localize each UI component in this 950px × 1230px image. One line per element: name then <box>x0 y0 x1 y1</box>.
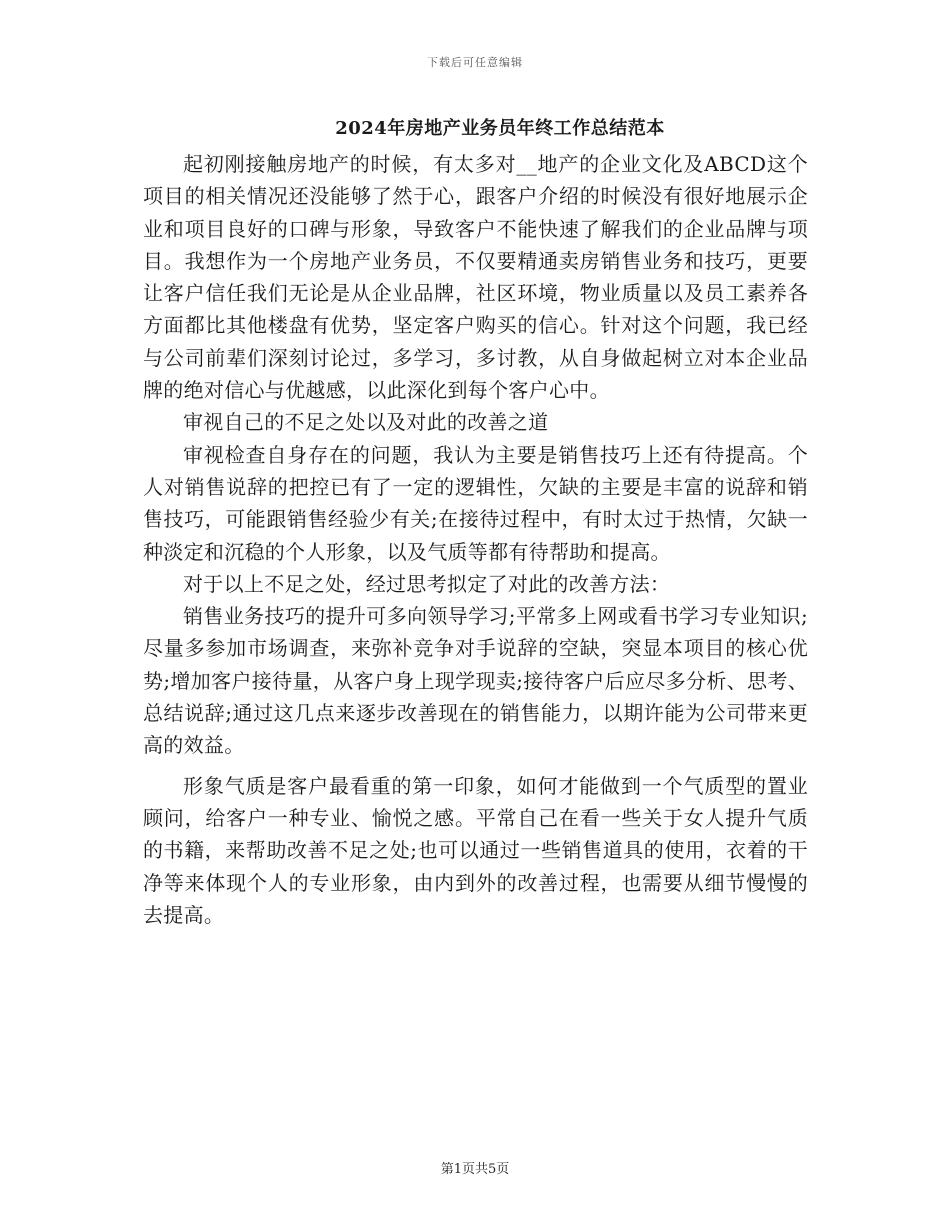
paragraph-sales-skills: 销售业务技巧的提升可多向领导学习;平常多上网或看书学习专业知识;尽量多参加市场调查，来弥补竞争对手说辞的空缺，突显本项目的核心优势;增加客户接待量，从客户身上现学现卖;接待客户后应尽多分析、思考、总结说辞;通过这几点来逐步改善现在的销售能力，以期许能为公司带来更高的效益。 <box>143 604 808 758</box>
paragraph-improvement-intro: 对于以上不足之处，经过思考拟定了对此的改善方法： <box>183 571 671 596</box>
paragraph-self-review: 审视检查自身存在的问题，我认为主要是销售技巧上还有待提高。个人对销售说辞的把控已有了一定的逻辑性，欠缺的主要是丰富的说辞和销售技巧，可能跟销售经验少有关;在接待过程中，有时太过于热情，欠缺一种淡定和沉稳的个人形象，以及气质等都有待帮助和提高。 <box>143 442 808 564</box>
document-body <box>143 148 808 931</box>
document-title: 2024年房地产业务员年终工作总结范本 <box>335 118 665 139</box>
paragraph-intro: 起初刚接触房地产的时候，有太多对__地产的企业文化及ABCD这个项目的相关情况还没能够了然于心，跟客户介绍的时候没有很好地展示企业和项目良好的口碑与形象，导致客户不能快速了解我们的企业品牌与项目。我想作为一个房地产业务员，不仅要精通卖房销售业务和技巧，更要让客户信任我们无论是从企业品牌，社区环境，物业质量以及员工素养各方面都比其他楼盘有优势，坚定客户购买的信心。针对这个问题，我已经与公司前辈们深刻讨论过，多学习，多讨教，从自身做起树立对本企业品牌的绝对信心与优越感，以此深化到每个客户心中。 <box>143 152 808 403</box>
paragraph-image-temperament: 形象气质是客户最看重的第一印象，如何才能做到一个气质型的置业顾问，给客户一种专业、愉悦之感。平常自己在看一些关于女人提升气质的书籍，来帮助改善不足之处;也可以通过一些销售道具的使用，衣着的干净等来体现个人的专业形象，由内到外的改善过程，也需要从细节慢慢的去提高。 <box>143 773 808 927</box>
header-note: 下载后可任意编辑 <box>427 56 523 69</box>
paragraph-section-heading: 审视自己的不足之处以及对此的改善之道 <box>183 410 549 435</box>
page-footer: 第1页共5页 <box>440 1162 510 1177</box>
